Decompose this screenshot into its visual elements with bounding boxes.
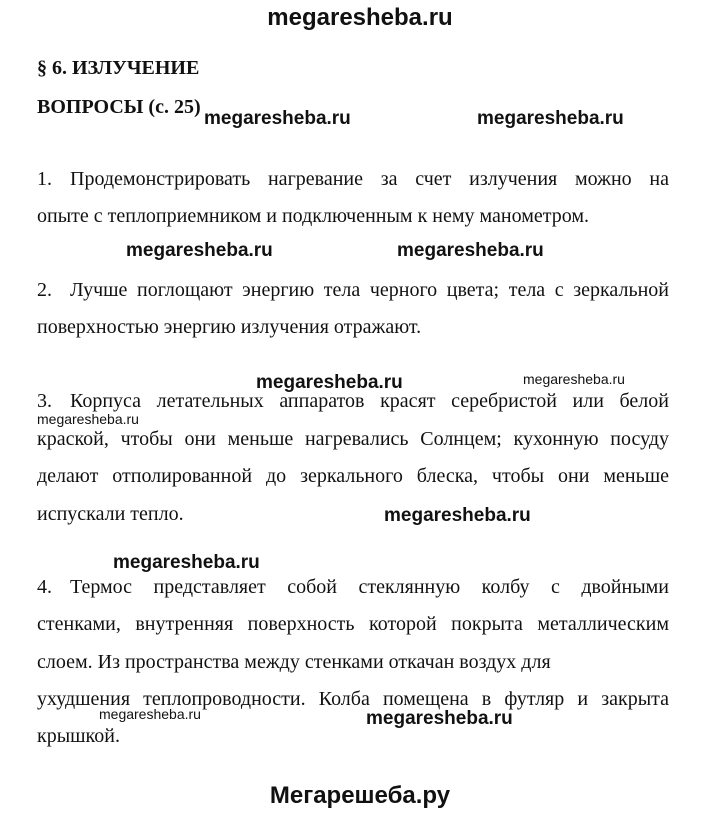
- answer-3-line-2: краской, чтобы они меньше нагревались Солнцем; кухонную посуду: [37, 428, 669, 450]
- answer-text: Продемонстрировать нагревание за счет излучения можно на: [70, 168, 669, 190]
- answer-number: 2.: [37, 279, 52, 301]
- answer-2-line-2: поверхностью энергию излучения отражают.: [37, 316, 422, 338]
- answer-2-line-1: [37, 279, 669, 302]
- answer-text: Лучше поглощают энергию тела черного цвета; тела с зеркальной: [70, 279, 669, 301]
- watermark: megaresheba.ru: [366, 708, 513, 729]
- section-title: § 6. ИЗЛУЧЕНИЕ: [37, 57, 200, 79]
- answer-number: 3.: [37, 390, 52, 412]
- answer-number: 4.: [37, 576, 52, 598]
- answer-4-line-5: крышкой.: [37, 725, 120, 747]
- section-subtitle: ВОПРОСЫ (с. 25): [37, 96, 201, 118]
- watermark: megaresheba.ru: [397, 240, 544, 261]
- answer-3-line-1: [37, 390, 669, 413]
- watermark-small: megaresheba.ru: [37, 411, 139, 427]
- watermark-small: megaresheba.ru: [523, 371, 625, 387]
- answer-4-line-1: [37, 576, 669, 599]
- answer-text: Корпуса летательных аппаратов красят серебристой или белой: [70, 390, 669, 412]
- answer-4-line-4: ухудшения теплопроводности. Колба помещена в футляр и закрыта: [37, 688, 669, 710]
- watermark: megaresheba.ru: [113, 552, 260, 573]
- answer-3-line-4: испускали тепло.: [37, 503, 184, 525]
- site-footer: Мегарешеба.ру: [269, 782, 451, 809]
- watermark: megaresheba.ru: [126, 240, 273, 261]
- answer-1-line-2: опыте с теплоприемником и подключенным к нему манометром.: [37, 205, 590, 227]
- answer-3-line-3: делают отполированной до зеркального блеска, чтобы они меньше: [37, 465, 669, 487]
- watermark: megaresheba.ru: [477, 108, 624, 129]
- answer-number: 1.: [37, 168, 52, 190]
- answer-4-line-3: слоем. Из пространства между стенками откачан воздух для: [37, 651, 551, 673]
- answer-4-line-2: стенками, внутренняя поверхность которой покрыта металлическим: [37, 613, 669, 635]
- watermark: megaresheba.ru: [256, 372, 403, 393]
- answer-1-line-1: [37, 168, 669, 191]
- watermark: megaresheba.ru: [384, 505, 531, 526]
- site-header: megaresheba.ru: [267, 4, 453, 31]
- watermark-small: megaresheba.ru: [99, 706, 201, 722]
- answer-text: Термос представляет собой стеклянную колбу с двойными: [70, 576, 669, 598]
- watermark: megaresheba.ru: [204, 108, 351, 129]
